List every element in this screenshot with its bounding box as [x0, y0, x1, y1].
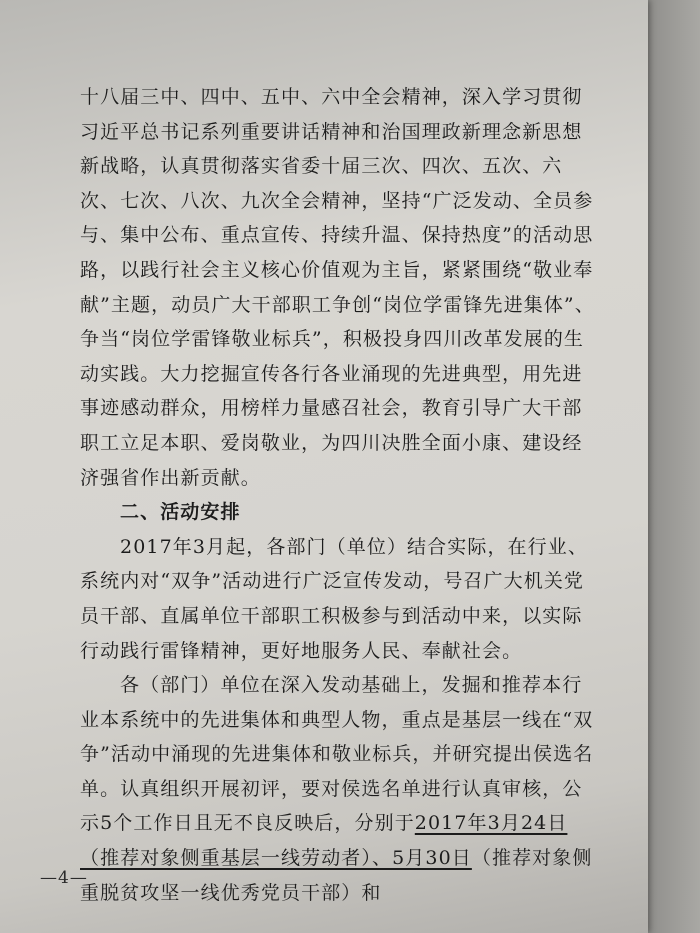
paragraph-intro: 十八届三中、四中、五中、六中全会精神，深入学习贯彻习近平总书记系列重要讲话精神和治国理政新理念新思想新战略，认真贯彻落实省委十届三次、四次、五次、六次、七次、八次、九次全会精神，坚持“广泛发动、全员参与、集中公布、重点宣传、持续升温、保持热度”的活动思路，以践行社会主义核心价值观为主旨，紧紧围绕“敬业奉献”主题，动员广大干部职工争创“岗位学雷锋先进集体”、争当“岗位学雷锋敬业标兵”，积极投身四川改革发展的生动实践。大力挖掘宣传各行各业涌现的先进典型，用先进事迹感动群众，用榜样力量感召社会，教育引导广大干部职工立足本职、爱岗敬业，为四川决胜全面小康、建设经济强省作出新贡献。	[80, 86, 595, 489]
paragraph-nomination	[80, 668, 600, 910]
body-text	[80, 80, 600, 910]
section-heading: 二、活动安排	[120, 501, 241, 524]
paragraph-nomination-text: 各（部门）单位在深入发动基础上，发掘和推荐本行业本系统中的先进集体和典型人物，重点是基层一线在“双争”活动中涌现的先进集体和敬业标兵，并研究提出侯选名单。认真组织开展初评，要对侯选名单进行认真审核，公示5个工作日且无不良反映后，分别于	[80, 674, 594, 835]
paragraph-activity-schedule: 2017年3月起，各部门（单位）结合实际，在行业、系统内对“双争”活动进行广泛宣传发动，号召广大机关党员干部、直属单位干部职工积极参与到活动中来，以实际行动践行雷锋精神，更好地服务人民、奉献社会。	[80, 535, 588, 662]
handwritten-underlined-dates: 2017年3月24日（推荐对象侧重基层一线劳动者）、5月30日	[80, 812, 568, 870]
page-number: —4—	[40, 868, 88, 888]
paragraph-nomination-tail: （推荐对象侧重脱贫攻坚一线优秀党员干部）和	[80, 847, 593, 904]
